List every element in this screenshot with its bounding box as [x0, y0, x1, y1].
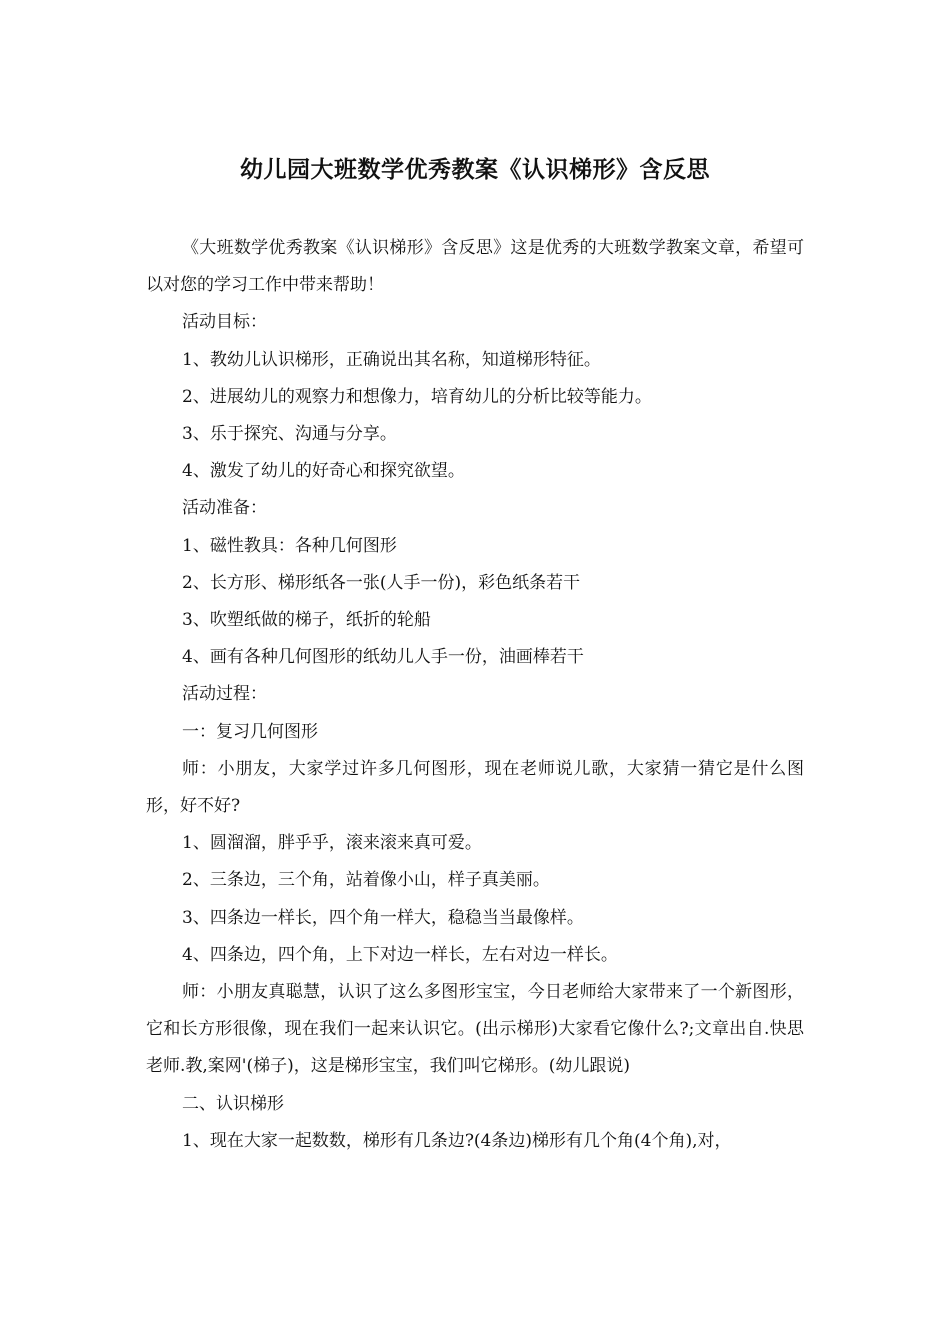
paragraph: 3、乐于探究、沟通与分享。: [182, 424, 397, 445]
section-heading: 活动过程：: [182, 684, 267, 705]
section-heading: 二、认识梯形: [182, 1093, 284, 1114]
paragraph: 2、进展幼儿的观察力和想像力，培育幼儿的分析比较等能力。: [182, 386, 652, 407]
paragraph: 4、画有各种几何图形的纸幼儿人手一份，油画棒若干: [182, 647, 584, 668]
document-title: 幼儿园大班数学优秀教案《认识梯形》含反思: [240, 157, 710, 183]
paragraph: 1、圆溜溜，胖乎乎，滚来滚来真可爱。: [182, 833, 482, 854]
paragraph: 2、三条边，三个角，站着像小山，样子真美丽。: [182, 870, 550, 891]
paragraph: 1、现在大家一起数数，梯形有几条边?(4条边)梯形有几个角(4个角),对，: [182, 1130, 732, 1151]
paragraph: 3、吹塑纸做的梯子，纸折的轮船: [182, 610, 431, 631]
paragraph: 1、磁性教具：各种几何图形: [182, 535, 397, 556]
paragraph: 师：小朋友真聪慧，认识了这么多图形宝宝，今日老师给大家带来了一个新图形，它和长方形很像，现在我们一起来认识它。(出示梯形)大家看它像什么?;文章出自.快思老师.教,案网'(梯子)，这是梯形宝宝，我们叫它梯形。(幼儿跟说): [146, 982, 804, 1077]
paragraph: 《大班数学优秀教案《认识梯形》含反思》这是优秀的大班数学教案文章，希望可以对您的学习工作中带来帮助！: [146, 238, 804, 296]
section-heading: 活动目标：: [182, 312, 267, 333]
paragraph: 师：小朋友，大家学过许多几何图形，现在老师说儿歌，大家猜一猜它是什么图形，好不好?: [146, 758, 804, 817]
document-body: [146, 230, 804, 1160]
paragraph: 4、四条边，四个角，上下对边一样长，左右对边一样长。: [182, 944, 618, 965]
section-heading: 一：复习几何图形: [182, 721, 318, 742]
paragraph: 3、四条边一样长，四个角一样大，稳稳当当最像样。: [182, 907, 584, 928]
paragraph: 4、激发了幼儿的好奇心和探究欲望。: [182, 461, 465, 482]
paragraph: 2、长方形、梯形纸各一张(人手一份)，彩色纸条若干: [182, 572, 581, 593]
paragraph: 1、教幼儿认识梯形，正确说出其名称，知道梯形特征。: [182, 349, 601, 370]
section-heading: 活动准备：: [182, 498, 267, 519]
